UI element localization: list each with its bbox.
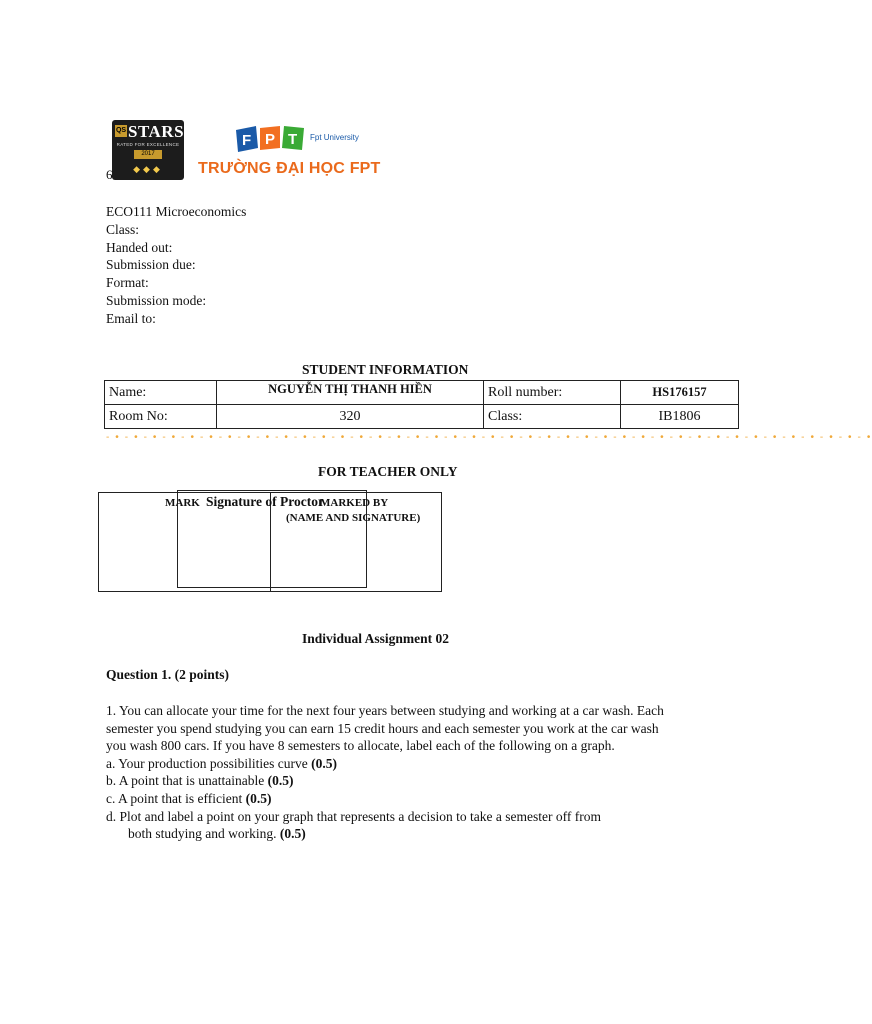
proctor-signature-label: Signature of Proctor <box>206 494 324 509</box>
marked-by-sub-label: (NAME AND SIGNATURE) <box>286 512 421 524</box>
item-d-text: d. Plot and label a point on your graph that represents a decision to take a semester off from <box>106 808 601 824</box>
qs-logo-text: QS <box>115 125 127 137</box>
list-item <box>106 755 666 773</box>
fpt-logo-icon <box>234 124 310 154</box>
student-info-table <box>104 380 739 429</box>
item-a-points: (0.5) <box>311 755 337 771</box>
item-b-text: b. A point that is unattainable <box>106 773 268 789</box>
class-value: IB1806 <box>621 405 739 429</box>
question-intro: 1. You can allocate your time for the next four years between studying and working at a car wash. Each semester you spend studying you can earn 15 credit hours and each semester you work at the car wash you wash 800 cars. If you have 8 semesters to allocate, label each of the following on a graph. <box>106 703 664 754</box>
submission-mode-label: Submission mode: <box>106 292 207 308</box>
fpt-logo-letter-t: T <box>288 131 298 148</box>
handed-out-label: Handed out: <box>106 239 173 255</box>
list-item <box>106 772 666 790</box>
class-label-cell: Class: <box>484 405 621 429</box>
question-title: Question 1. (2 points) <box>106 667 230 682</box>
item-d-points: (0.5) <box>279 826 306 842</box>
email-label: Email to: <box>106 310 156 326</box>
stars-logo-text: STARS <box>128 122 185 141</box>
table-row <box>105 405 739 429</box>
stars-rated-text: RATED FOR EXCELLENCE <box>116 142 180 147</box>
mark-label: MARK <box>165 497 200 509</box>
fpt-university-text: Fpt University <box>310 133 359 142</box>
stars-dots-icon: ◆◆◆ <box>133 164 163 174</box>
student-info-title: STUDENT INFORMATION <box>302 362 469 377</box>
logo-area <box>112 120 381 182</box>
fpt-logo-letter-p: P <box>265 131 276 148</box>
assignment-title: Individual Assignment 02 <box>302 631 450 646</box>
name-label: Name: <box>105 381 217 405</box>
roll-number-label: Roll number: <box>484 381 621 405</box>
format-label: Format: <box>106 275 149 291</box>
roll-number-value: HS176157 <box>652 384 707 399</box>
item-b-points: (0.5) <box>267 773 294 789</box>
item-c-points: (0.5) <box>245 790 272 806</box>
teacher-only-title: FOR TEACHER ONLY <box>318 464 458 479</box>
marked-by-label: MARKED BY <box>320 497 389 509</box>
university-name: TRƯỜNG ĐẠI HỌC FPT <box>198 160 381 177</box>
dotted-divider: - • - • - • - • - • - • - • - • - • - • - • - • - • - • - • - • - • - • - • - • - • - • - • - • - • - • - • - • - • - • - • - • - • - • - • - • - • - • - • - • - • <box>106 432 872 443</box>
list-item <box>106 808 666 826</box>
item-c-text: c. A point that is efficient <box>106 790 246 806</box>
submission-due-label: Submission due: <box>106 257 196 273</box>
name-cell <box>217 381 484 405</box>
item-d-cont-text: both studying and working. <box>128 826 280 842</box>
course-name: ECO111 Microeconomics <box>106 204 247 219</box>
list-item <box>106 790 666 808</box>
assignment-meta <box>106 203 246 328</box>
class-label: Class: <box>106 221 140 237</box>
table-row <box>105 381 739 405</box>
list-item-continuation <box>106 825 666 843</box>
name-value: NGUYỄN THỊ THANH HIỀN <box>268 381 432 396</box>
room-value: 320 <box>217 405 484 429</box>
stars-year-text: 2017 <box>134 150 162 159</box>
roll-number-cell <box>621 381 739 405</box>
qs-stars-logo <box>112 120 184 180</box>
item-a-text: a. Your production possibilities curve <box>106 755 312 771</box>
room-label: Room No: <box>105 405 217 429</box>
page-number: 6 <box>106 167 113 182</box>
fpt-logo-letter-f: F <box>242 132 252 149</box>
question-body <box>106 702 666 843</box>
